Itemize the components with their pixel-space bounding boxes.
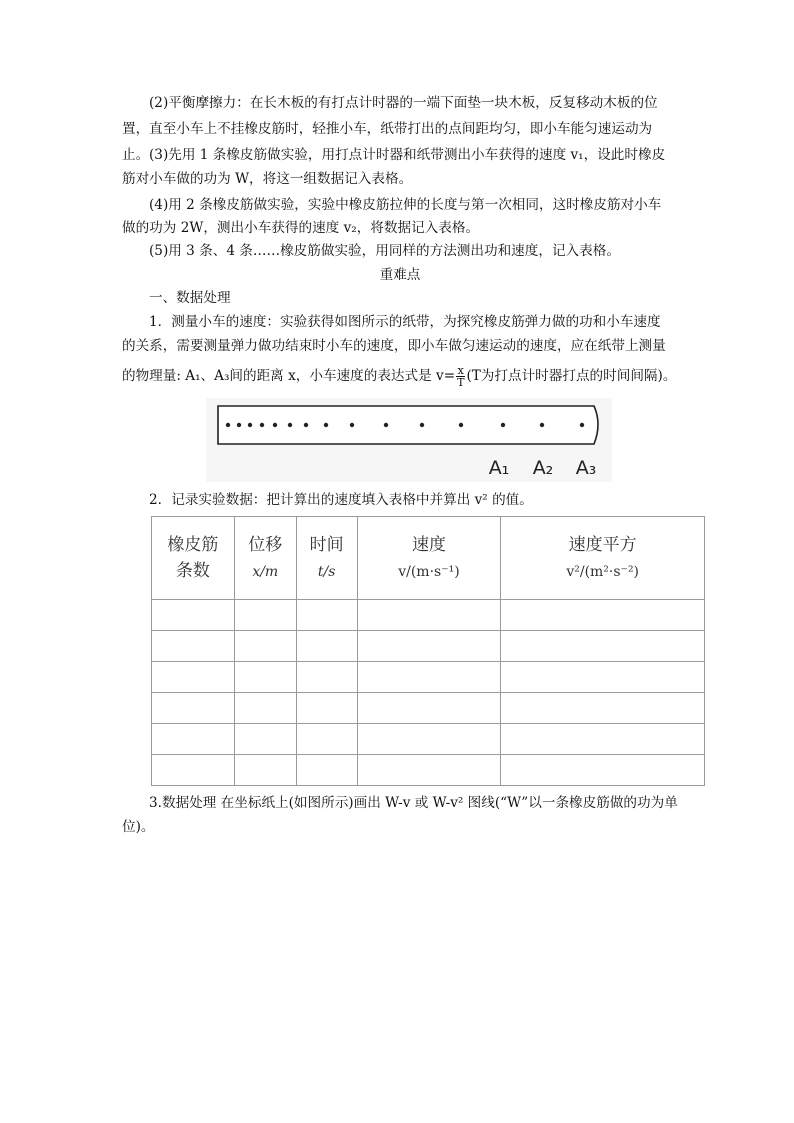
header-time: 时间 t/s: [296, 517, 357, 600]
table-cell: [501, 724, 705, 755]
tape-dot: [384, 423, 388, 427]
table-cell: [234, 755, 296, 786]
table-cell: [501, 693, 705, 724]
step-4-line-1: (4)用 2 条橡皮筋做实验，实验中橡皮筋拉伸的长度与第一次相同，这时橡皮筋对小车: [149, 197, 662, 213]
table-cell: [234, 662, 296, 693]
header-rubber-band-count: 橡皮筋 条数: [152, 517, 235, 600]
table-cell: [152, 724, 235, 755]
tape-label-a2: A₂: [532, 457, 554, 479]
tape-dot: [420, 423, 424, 427]
tape-dot: [324, 423, 328, 427]
step-2-line-2: 置，直至小车上不挂橡皮筋时，轻推小车，纸带打出的点间距均匀，即小车能匀速运动为止。: [122, 121, 653, 163]
table-cell: [296, 724, 357, 755]
tape-dot: [226, 423, 230, 427]
item-1-line-3-a: 的物理量: A₁、A₃间的距离 x，小车速度的表达式是 v=: [122, 368, 456, 384]
item-1-line-3-b: (T为打点计时器打点的时间间隔)。: [466, 368, 677, 384]
step-3-line-1: (3)先用 1 条橡皮筋做实验，用打点计时器和纸带测出小车获得的速度 v₁，设此时橡皮: [149, 147, 666, 163]
data-table: [151, 516, 705, 786]
paper-tape-figure: [206, 398, 612, 482]
step-2-line-1: (2)平衡摩擦力：在长木板的有打点计时器的一端下面垫一块木板，反复移动木板的位: [149, 95, 658, 111]
table-row: [152, 724, 705, 755]
tape-label-a3: A₃: [575, 457, 597, 479]
tape-dot: [350, 423, 354, 427]
item-2-text: 2．记录实验数据：把计算出的速度填入表格中并算出 v² 的值。: [149, 492, 533, 508]
table-cell: [296, 662, 357, 693]
table-cell: [152, 631, 235, 662]
tape-dot-a2: [540, 423, 544, 427]
subsection-title: 一、数据处理: [149, 290, 231, 306]
fraction-numerator: x: [457, 364, 464, 377]
tape-dot: [273, 423, 277, 427]
table-cell: [357, 631, 501, 662]
table-cell: [296, 755, 357, 786]
tape-dot: [459, 423, 463, 427]
table-cell: [357, 662, 501, 693]
tape-dot: [288, 423, 292, 427]
section-title: 重难点: [379, 267, 421, 283]
item-1-line-1: 1．测量小车的速度：实验获得如图所示的纸带，为探究橡皮筋弹力做的功和小车速度: [149, 314, 661, 330]
table-cell: [357, 600, 501, 631]
item-3-line-1: 3.数据处理 在坐标纸上(如图所示)画出 W-v 或 W-v² 图线(“W”以一条橡皮筋做的功为单: [149, 795, 678, 811]
tape-label-a1: A₁: [488, 457, 510, 479]
table-cell: [152, 600, 235, 631]
item-1-line-2: 的关系，需要测量弹力做功结束时小车的速度，即小车做匀速运动的速度，应在纸带上测量: [122, 338, 666, 354]
table-header-row: [152, 517, 705, 600]
header-velocity-squared: 速度平方 v²/(m²·s⁻²): [501, 517, 705, 600]
tape-dot: [304, 423, 308, 427]
table-cell: [234, 724, 296, 755]
table-row: [152, 755, 705, 786]
table-cell: [152, 693, 235, 724]
table-cell: [234, 631, 296, 662]
tape-dot: [237, 423, 241, 427]
header-velocity: 速度 v/(m·s⁻¹): [357, 517, 501, 600]
table-body: [152, 600, 705, 786]
table-row: [152, 693, 705, 724]
paper-tape-svg: [206, 398, 612, 482]
table-cell: [152, 755, 235, 786]
tape-dot-a1: [501, 423, 505, 427]
table-cell: [357, 724, 501, 755]
item-3-line-2: 位)。: [122, 819, 155, 835]
tape-dot-a3: [580, 423, 584, 427]
step-4-line-2: 做的功为 2W，测出小车获得的速度 v₂，将数据记入表格。: [122, 220, 480, 236]
fraction-denominator: T: [457, 376, 465, 389]
table-cell: [501, 662, 705, 693]
table-row: [152, 662, 705, 693]
table-cell: [296, 600, 357, 631]
step-5-line-1: (5)用 3 条、4 条……橡皮筋做实验，用同样的方法测出功和速度，记入表格。: [149, 243, 620, 259]
table-row: [152, 600, 705, 631]
step-3-line-2: 筋对小车做的功为 W，将这一组数据记入表格。: [122, 171, 413, 187]
tape-dot: [260, 423, 264, 427]
table-cell: [501, 600, 705, 631]
table-cell: [357, 755, 501, 786]
tape-dot: [248, 423, 252, 427]
table-cell: [152, 662, 235, 693]
table-cell: [234, 693, 296, 724]
table-cell: [357, 693, 501, 724]
table-row: [152, 631, 705, 662]
table-cell: [501, 631, 705, 662]
table-cell: [234, 600, 296, 631]
header-displacement: 位移 x/m: [234, 517, 296, 600]
table-cell: [296, 693, 357, 724]
table-cell: [501, 755, 705, 786]
table-cell: [296, 631, 357, 662]
velocity-fraction: [456, 365, 465, 388]
item-1-line-3: [122, 363, 678, 389]
